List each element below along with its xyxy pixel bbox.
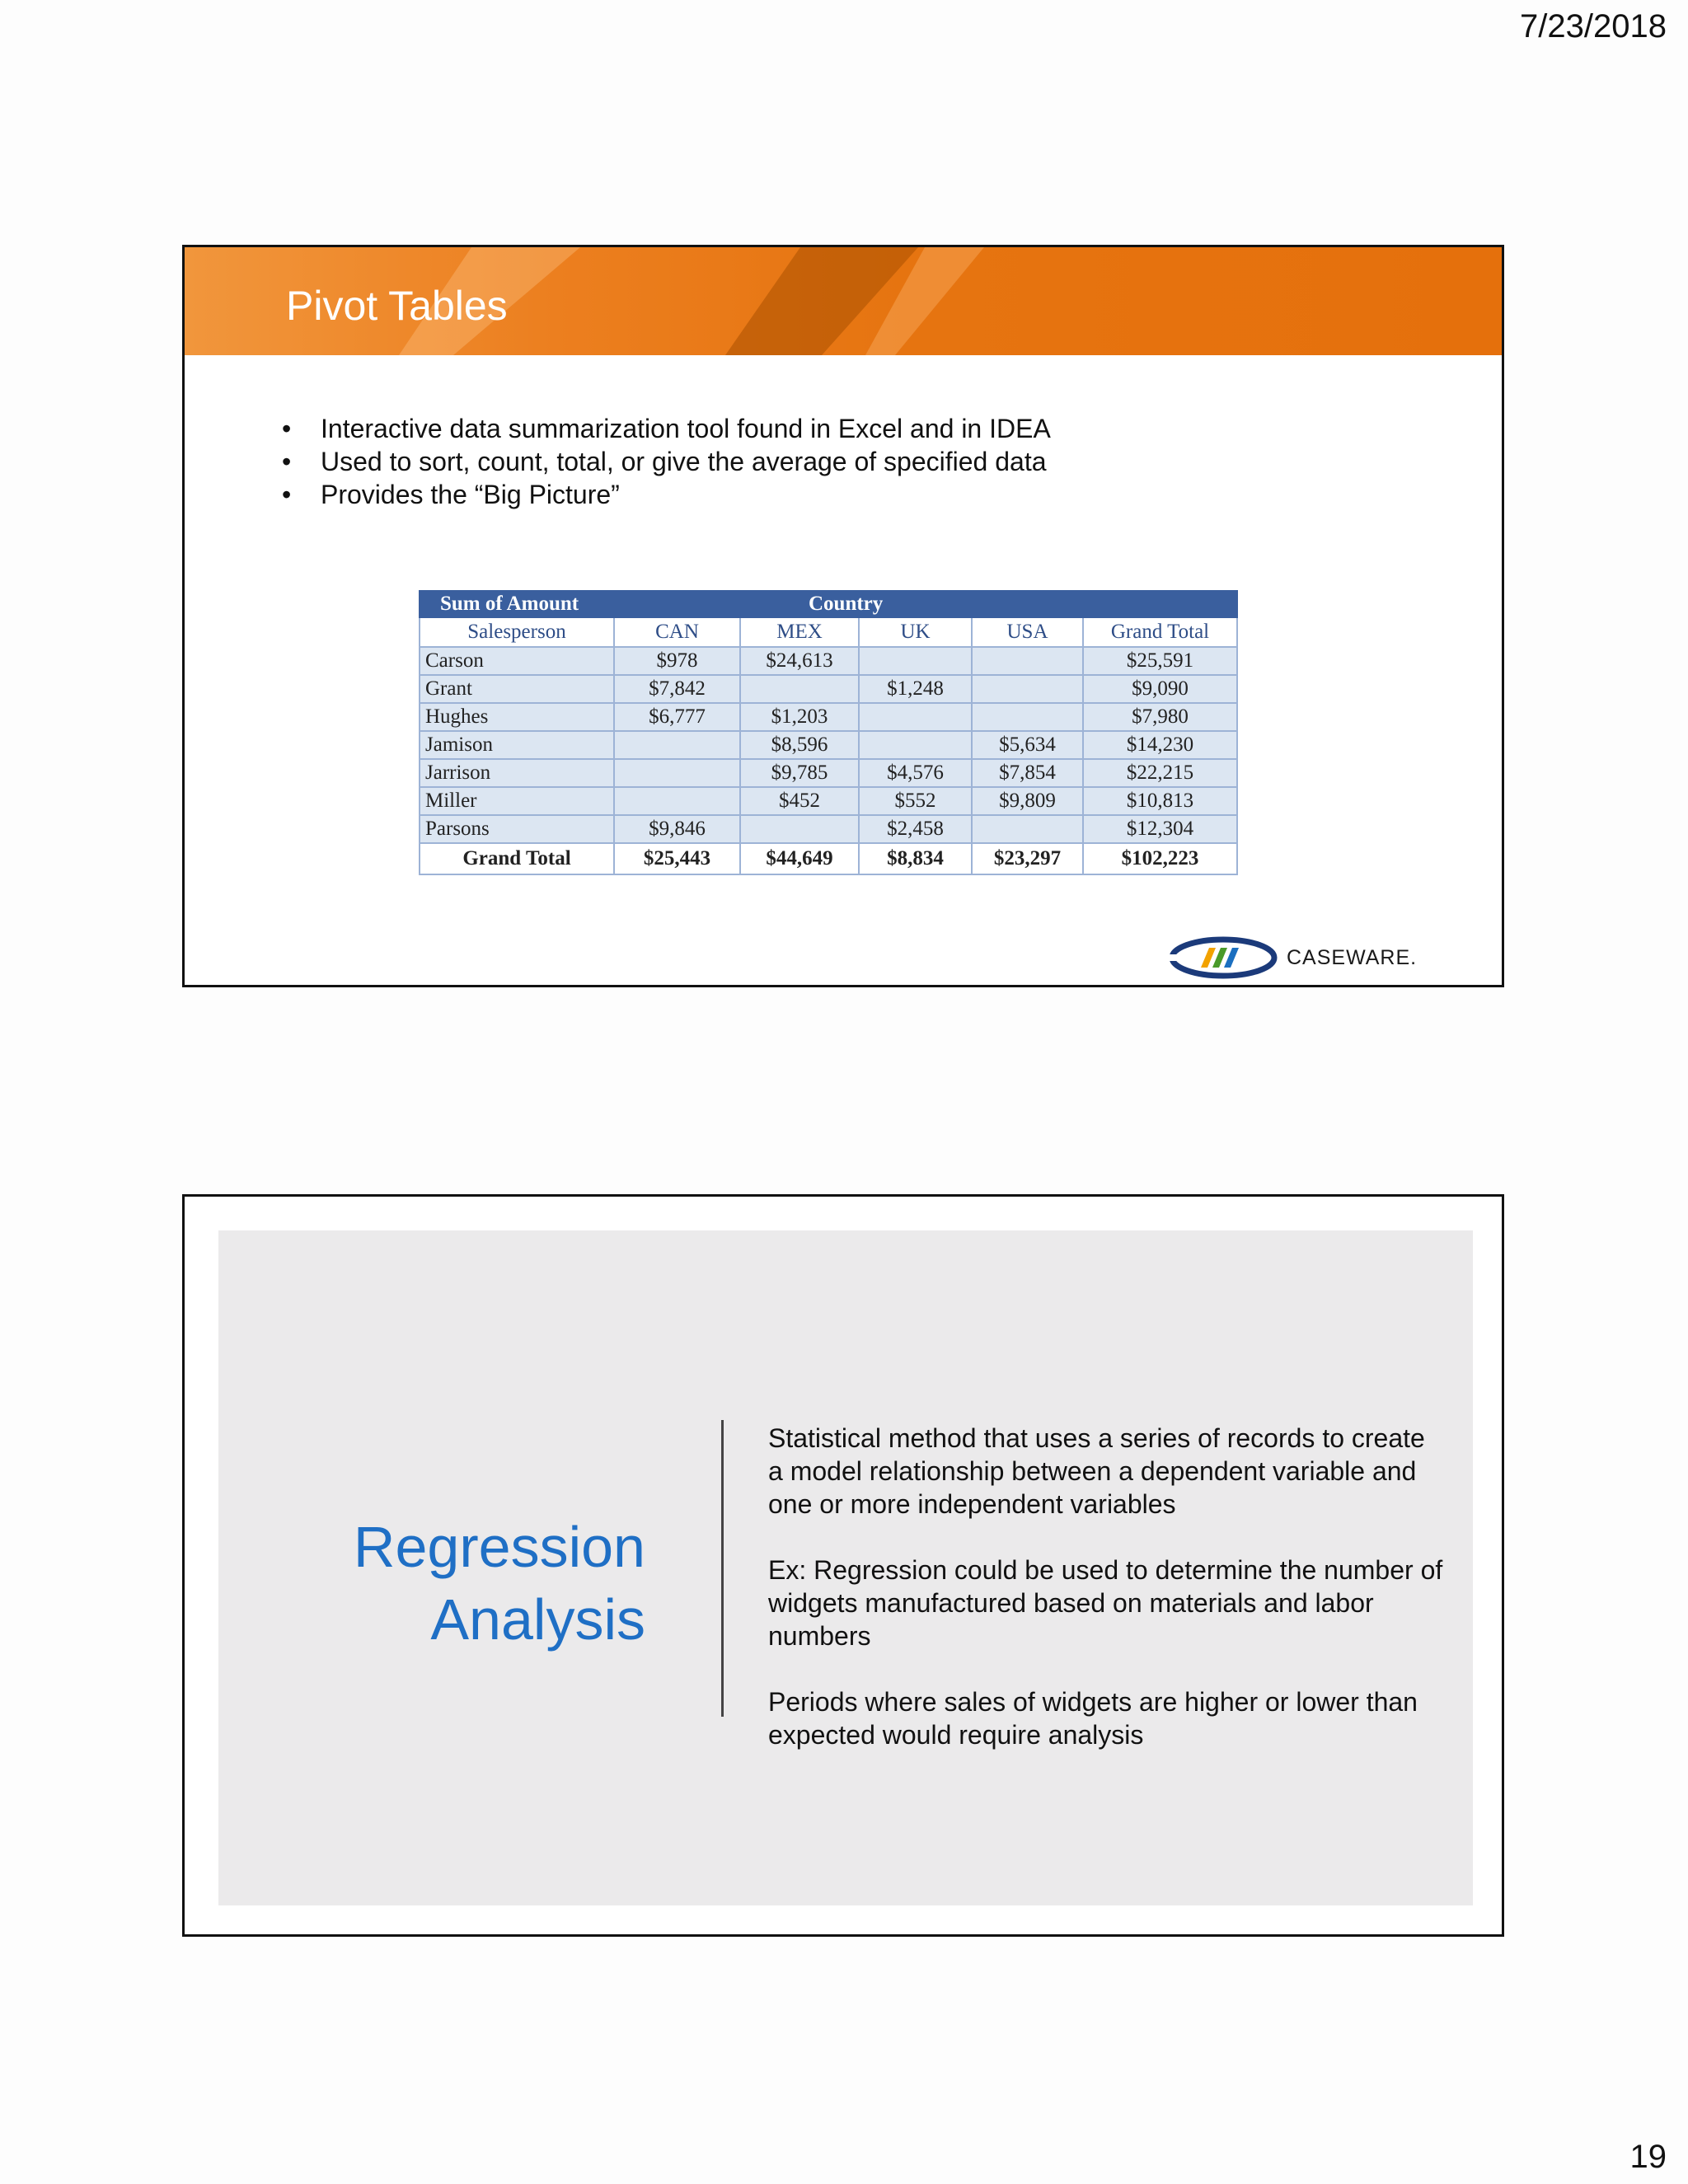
table-cell: $25,443	[614, 843, 740, 874]
bullet-item: • Interactive data summarization tool found in Excel and in IDEA	[282, 412, 1051, 445]
table-row	[420, 787, 1237, 815]
pivot-column-header: MEX	[740, 617, 859, 647]
table-cell: $9,846	[614, 815, 740, 843]
table-cell: Hughes	[420, 703, 614, 731]
table-cell	[614, 731, 740, 759]
table-cell: $24,613	[740, 647, 859, 675]
slide-regression-analysis	[182, 1194, 1504, 1937]
body-paragraph: Periods where sales of widgets are higher or lower than expected would require analysis	[768, 1687, 1418, 1750]
slide-title	[354, 1511, 645, 1656]
pivot-group-label	[614, 591, 1237, 617]
table-cell	[972, 815, 1083, 843]
table-row	[420, 731, 1237, 759]
vertical-divider	[721, 1420, 724, 1717]
table-cell: $7,980	[1083, 703, 1237, 731]
table-cell: $6,777	[614, 703, 740, 731]
table-row	[420, 815, 1237, 843]
table-cell	[740, 815, 859, 843]
pivot-column-header: UK	[859, 617, 972, 647]
pivot-corner-label: Sum of Amount	[420, 591, 614, 617]
title-line: Regression	[353, 1515, 645, 1579]
table-cell: $8,834	[859, 843, 972, 874]
table-total-row	[420, 843, 1237, 874]
body-paragraph: Statistical method that uses a series of records to create a model relationship between a dependent variable and one or more independent variables	[768, 1423, 1425, 1519]
bullet-item: • Provides the “Big Picture”	[282, 478, 1051, 511]
table-cell: $7,842	[614, 675, 740, 703]
bullet-item: • Used to sort, count, total, or give the average of specified data	[282, 445, 1051, 478]
table-cell: $8,596	[740, 731, 859, 759]
slide-title: Pivot Tables	[286, 283, 508, 329]
page-date: 7/23/2018	[1520, 8, 1667, 45]
table-cell: $9,809	[972, 787, 1083, 815]
table-row	[420, 759, 1237, 787]
table-cell	[614, 787, 740, 815]
table-cell	[972, 703, 1083, 731]
table-cell: $12,304	[1083, 815, 1237, 843]
table-cell	[972, 675, 1083, 703]
table-cell: $7,854	[972, 759, 1083, 787]
table-cell	[859, 647, 972, 675]
table-cell: Parsons	[420, 815, 614, 843]
table-row	[420, 703, 1237, 731]
slide-pivot-tables	[182, 245, 1504, 987]
table-cell: $1,248	[859, 675, 972, 703]
table-cell: $10,813	[1083, 787, 1237, 815]
pivot-column-header: CAN	[614, 617, 740, 647]
caseware-logo-text: CASEWARE.	[1287, 946, 1418, 969]
pivot-row-header: Salesperson	[420, 617, 614, 647]
table-row	[420, 675, 1237, 703]
table-cell: $14,230	[1083, 731, 1237, 759]
table-cell: Jamison	[420, 731, 614, 759]
table-cell: $1,203	[740, 703, 859, 731]
body-paragraph: Ex: Regression could be used to determine the number of widgets manufactured based on materials and labor numbers	[768, 1555, 1443, 1651]
table-cell: Grand Total	[420, 843, 614, 874]
pivot-group-text: Country	[809, 593, 884, 615]
table-cell: $978	[614, 647, 740, 675]
table-cell	[614, 759, 740, 787]
slide-header-banner	[185, 247, 1502, 355]
table-cell: $25,591	[1083, 647, 1237, 675]
table-cell: $44,649	[740, 843, 859, 874]
table-cell	[740, 675, 859, 703]
table-cell: $9,090	[1083, 675, 1237, 703]
slide-body-text	[768, 1422, 1444, 1784]
title-line: Analysis	[430, 1587, 645, 1652]
table-cell	[972, 647, 1083, 675]
pivot-column-header: Grand Total	[1083, 617, 1237, 647]
table-cell: $2,458	[859, 815, 972, 843]
table-cell	[859, 731, 972, 759]
table-cell: $452	[740, 787, 859, 815]
table-cell: Carson	[420, 647, 614, 675]
table-cell: $4,576	[859, 759, 972, 787]
table-cell: $9,785	[740, 759, 859, 787]
pivot-table	[419, 590, 1238, 875]
table-cell: $5,634	[972, 731, 1083, 759]
table-cell: $552	[859, 787, 972, 815]
table-cell: $102,223	[1083, 843, 1237, 874]
table-cell: $23,297	[972, 843, 1083, 874]
page-number: 19	[1629, 2139, 1667, 2175]
table-cell: Miller	[420, 787, 614, 815]
bullet-list	[282, 412, 1051, 511]
table-row	[420, 647, 1237, 675]
table-cell: Grant	[420, 675, 614, 703]
table-cell	[859, 703, 972, 731]
pivot-column-header: USA	[972, 617, 1083, 647]
table-cell: $22,215	[1083, 759, 1237, 787]
slide-background-panel	[218, 1230, 1473, 1905]
table-cell: Jarrison	[420, 759, 614, 787]
